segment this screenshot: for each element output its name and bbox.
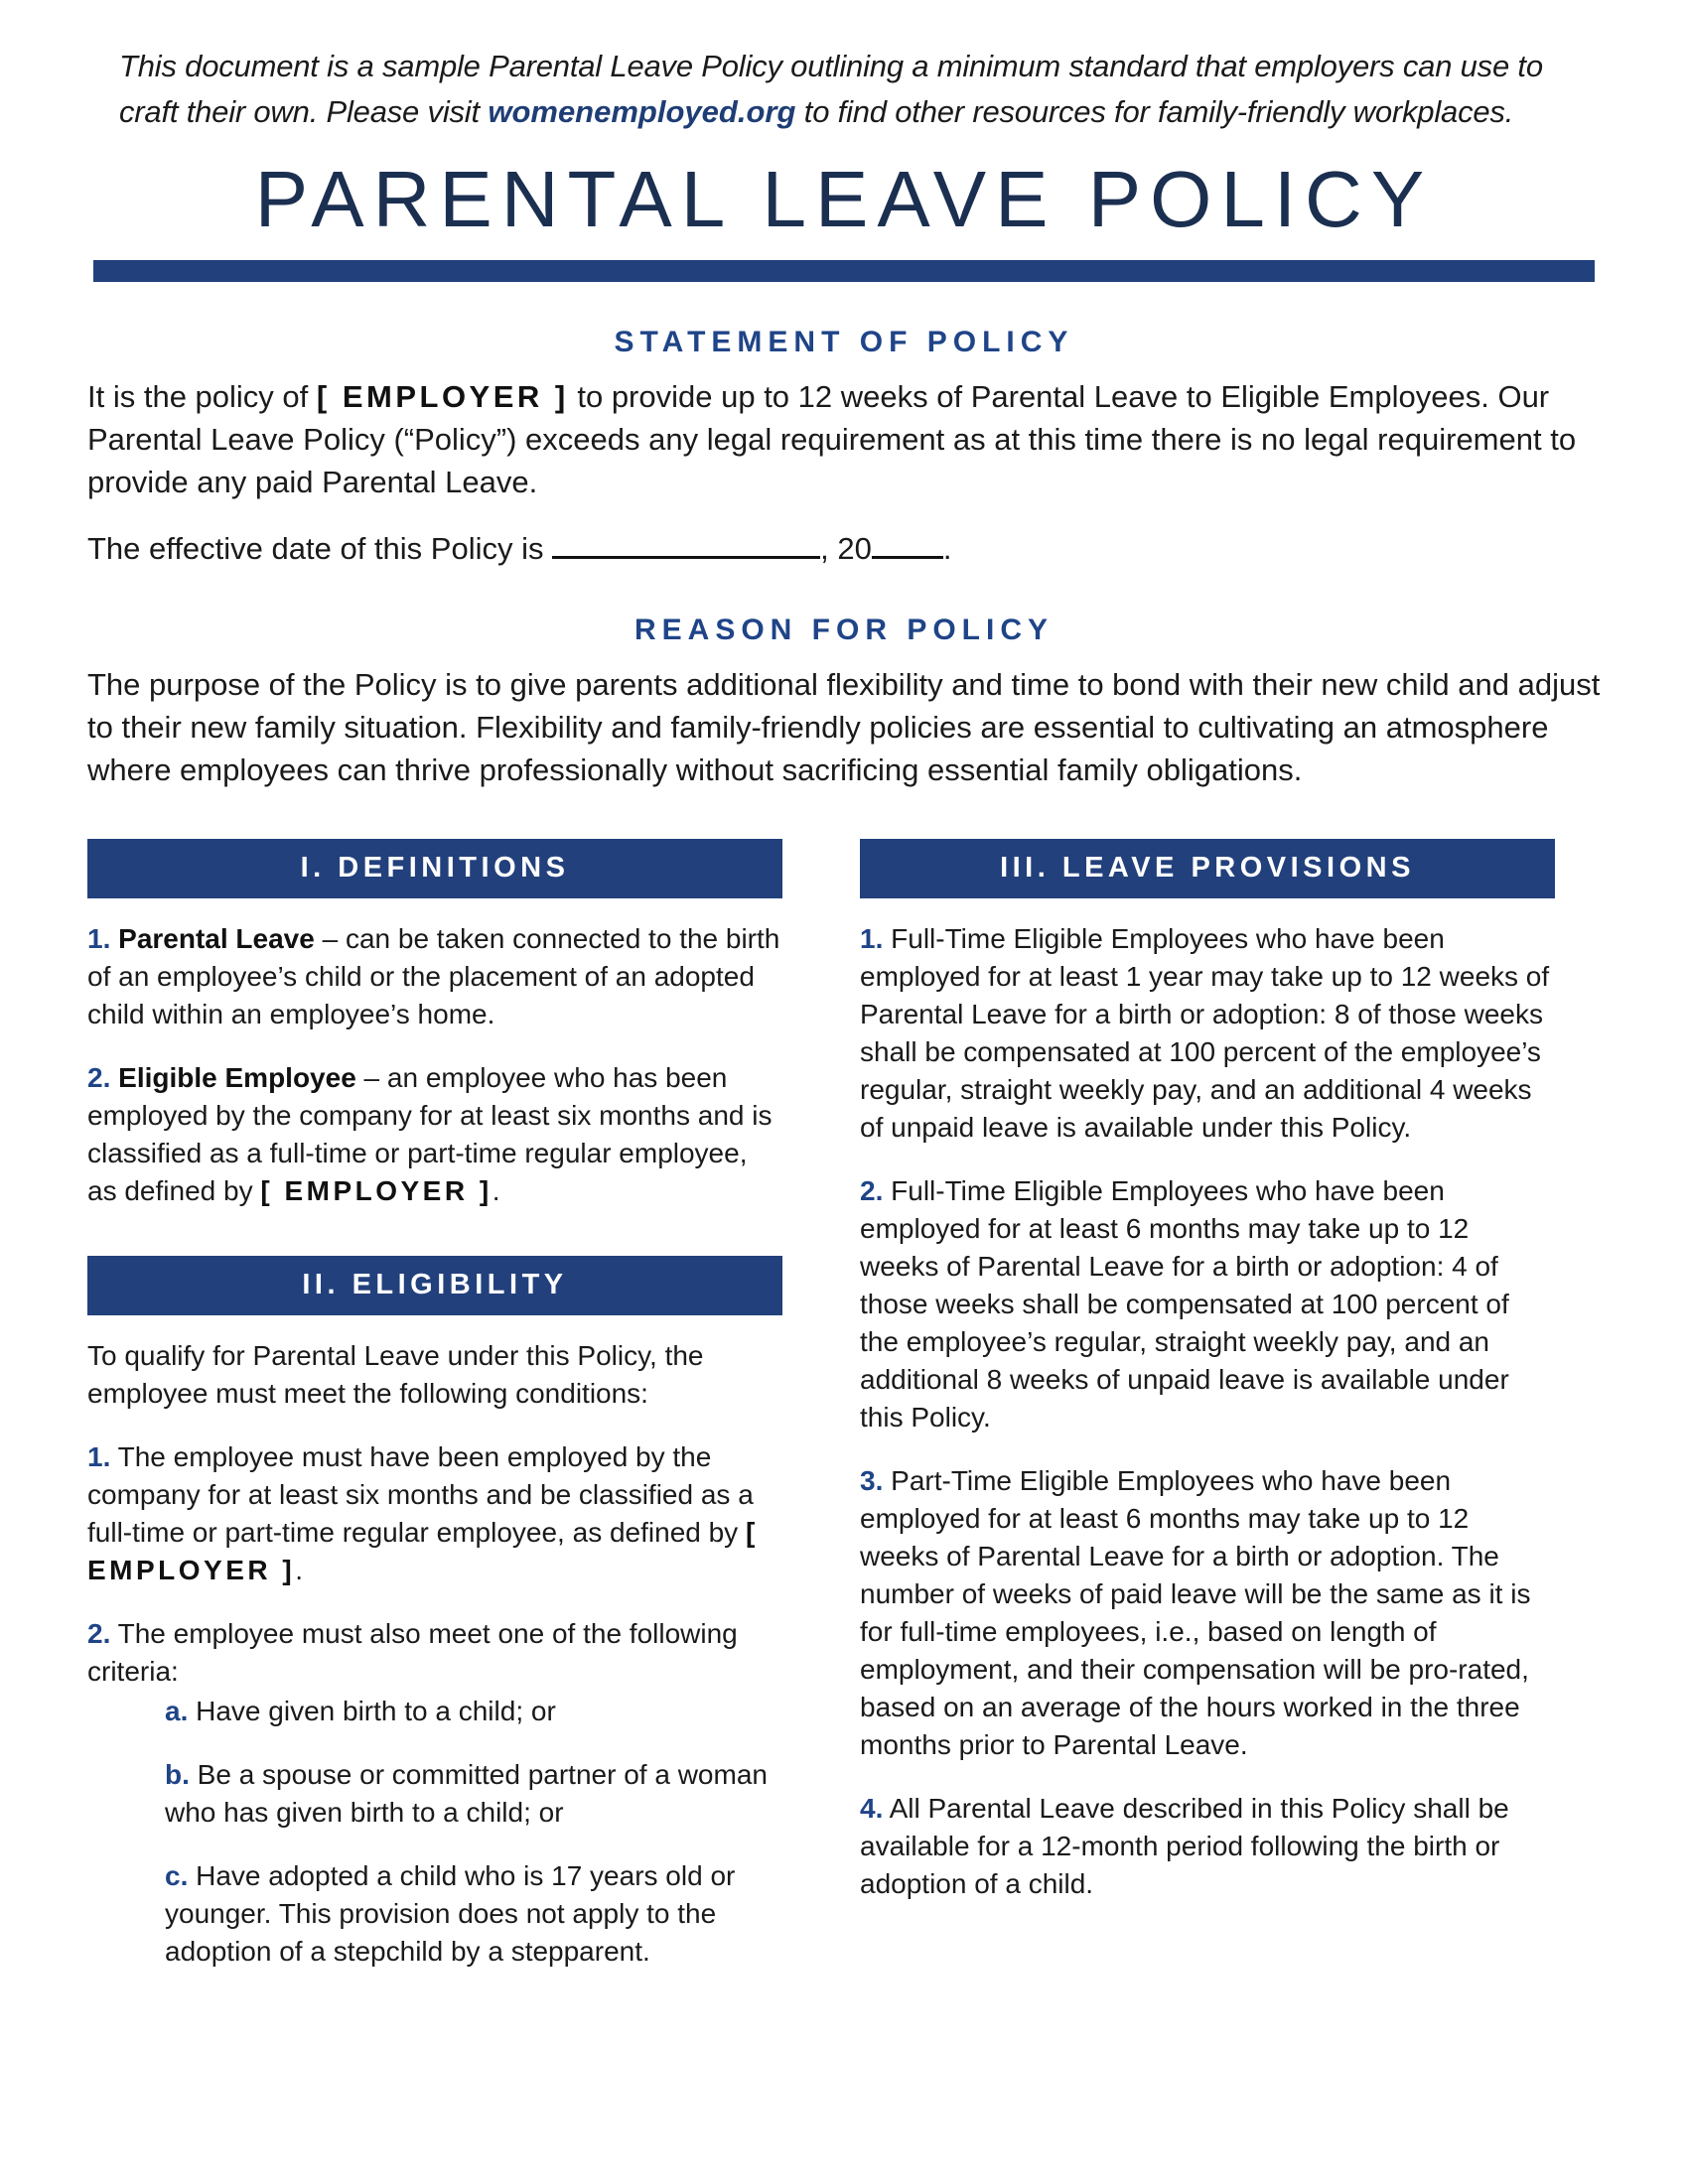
criteria-b-letter: b. [165, 1759, 190, 1790]
intro-text-after-link: to find other resources for family-friendly workplaces. [795, 94, 1514, 129]
definition-item-1 [87, 920, 782, 1033]
employer-placeholder: [ EMPLOYER ] [316, 379, 569, 414]
women-employed-link[interactable]: womenemployed.org [488, 94, 796, 129]
leave-provision-2-number: 2. [860, 1175, 884, 1206]
statement-paragraph [87, 375, 1601, 503]
reason-paragraph: The purpose of the Policy is to give parents additional flexibility and time to bond with their new child and adjust to their new family situation. Flexibility and family-friendly policies are essential to cultivating an atmosphere where employees can thrive professionally without sacrificing essential family obligations. [87, 667, 1601, 787]
employer-placeholder: [ EMPLOYER ] [87, 1517, 759, 1585]
leave-provision-1-number: 1. [860, 923, 884, 954]
leave-provision-3-number: 3. [860, 1465, 884, 1496]
eligibility-criteria-list [87, 1693, 782, 1971]
intro-note [79, 0, 1609, 135]
leave-provision-item-4 [860, 1790, 1555, 1903]
leave-provision-3-text: Part-Time Eligible Employees who have been employed for at least 6 months may take up to 12 weeks of Parental Leave for a birth or adoption. The number of weeks of paid leave will be the same as it is for full-time employees, i.e., based on length of employment, and their compensation will be pro-rated, based on an average of the hours worked in the three months prior to Parental Leave. [860, 1465, 1531, 1760]
employer-placeholder: [ EMPLOYER ] [260, 1175, 492, 1206]
definition-1-number: 1. [87, 923, 111, 954]
right-column [860, 839, 1555, 1903]
leave-provision-4-number: 4. [860, 1793, 884, 1824]
section-header-definitions: I. DEFINITIONS [87, 839, 782, 898]
effective-date-prefix: The effective date of this Policy is [87, 531, 553, 566]
leave-provision-item-2 [860, 1172, 1555, 1436]
two-column-section [79, 839, 1609, 1971]
criteria-a-text: Have given birth to a child; or [188, 1696, 556, 1726]
eligibility-item-1 [87, 1438, 782, 1589]
effective-date-mid: , 20 [820, 531, 872, 566]
page-title: PARENTAL LEAVE POLICY [254, 155, 1434, 243]
statement-of-policy-body [79, 375, 1609, 570]
eligibility-1-text-end: . [295, 1555, 304, 1585]
effective-date-suffix: . [942, 531, 952, 566]
reason-for-policy-heading: REASON FOR POLICY [633, 614, 1055, 646]
criteria-a-letter: a. [165, 1696, 189, 1726]
eligibility-1-number: 1. [87, 1441, 111, 1472]
left-column [87, 839, 782, 1971]
criteria-item-b [165, 1756, 782, 1832]
definition-2-text-end: . [492, 1175, 500, 1206]
section-header-eligibility: II. ELIGIBILITY [87, 1256, 782, 1315]
criteria-item-c [165, 1857, 782, 1971]
definition-item-2 [87, 1059, 782, 1210]
leave-provisions-body [860, 920, 1555, 1903]
eligibility-2-text: The employee must also meet one of the following criteria: [87, 1618, 738, 1687]
reason-for-policy-body [79, 663, 1609, 791]
effective-date-line [87, 527, 1601, 570]
leave-provision-item-3 [860, 1462, 1555, 1764]
criteria-b-text: Be a spouse or committed partner of a woman who has given birth to a child; or [165, 1759, 768, 1828]
eligibility-lead-text: To qualify for Parental Leave under this Policy, the employee must meet the following conditions: [87, 1340, 704, 1409]
section-header-leave-provisions: III. LEAVE PROVISIONS [860, 839, 1555, 898]
eligibility-item-2 [87, 1615, 782, 1691]
statement-text-b: to provide up to 12 weeks of Parental Leave to Eligible Employees. Our Parental Leave Policy (“Policy”) exceeds any legal requirement as at this time there is no legal requirement to provide any paid Parental Leave. [87, 379, 1577, 499]
criteria-c-letter: c. [165, 1860, 189, 1891]
definition-1-term: Parental Leave [118, 923, 315, 954]
definition-2-number: 2. [87, 1062, 111, 1093]
effective-year-blank[interactable] [872, 530, 943, 559]
definition-1-text: – can be taken connected to the birth of an employee’s child or the placement of an adopted child within an employee’s home. [87, 923, 780, 1029]
eligibility-1-text: The employee must have been employed by the company for at least six months and be classified as a full-time or part-time regular employee, as defined by [87, 1441, 754, 1548]
criteria-c-text: Have adopted a child who is 17 years old or younger. This provision does not apply to the adoption of a stepchild by a stepparent. [165, 1860, 736, 1967]
definitions-body [87, 920, 782, 1210]
leave-provision-4-text: All Parental Leave described in this Policy shall be available for a 12-month period following the birth or adoption of a child. [860, 1793, 1509, 1899]
leave-provision-1-text: Full-Time Eligible Employees who have been employed for at least 1 year may take up to 12 weeks of Parental Leave for a birth or adoption: 8 of those weeks shall be compensated at 100 percent of the employee’s regular, straight weekly pay, and an additional 4 weeks of unpaid leave is available under this Policy. [860, 923, 1550, 1143]
title-divider-rule [93, 260, 1595, 282]
definition-2-text: – an employee who has been employed by the company for at least six months and is classified as a full-time or part-time regular employee, as defined by [87, 1062, 773, 1206]
statement-of-policy-heading: STATEMENT OF POLICY [614, 326, 1074, 358]
leave-provision-item-1 [860, 920, 1555, 1147]
intro-text-before-link: This document is a sample Parental Leave Policy outlining a minimum standard that employers can use to craft their own. Please visit [119, 49, 1543, 129]
effective-date-blank[interactable] [552, 530, 820, 559]
criteria-item-a [165, 1693, 782, 1730]
statement-text-a: It is the policy of [87, 379, 317, 414]
eligibility-2-number: 2. [87, 1618, 111, 1649]
leave-provision-2-text: Full-Time Eligible Employees who have been employed for at least 6 months may take up to 12 weeks of Parental Leave for a birth or adoption: 4 of those weeks shall be compensated at 100 percent of the employee’s regular, straight weekly pay, and an additional 8 weeks of unpaid leave is available under this Policy. [860, 1175, 1509, 1433]
eligibility-body [87, 1337, 782, 1971]
definition-2-term: Eligible Employee [118, 1062, 356, 1093]
